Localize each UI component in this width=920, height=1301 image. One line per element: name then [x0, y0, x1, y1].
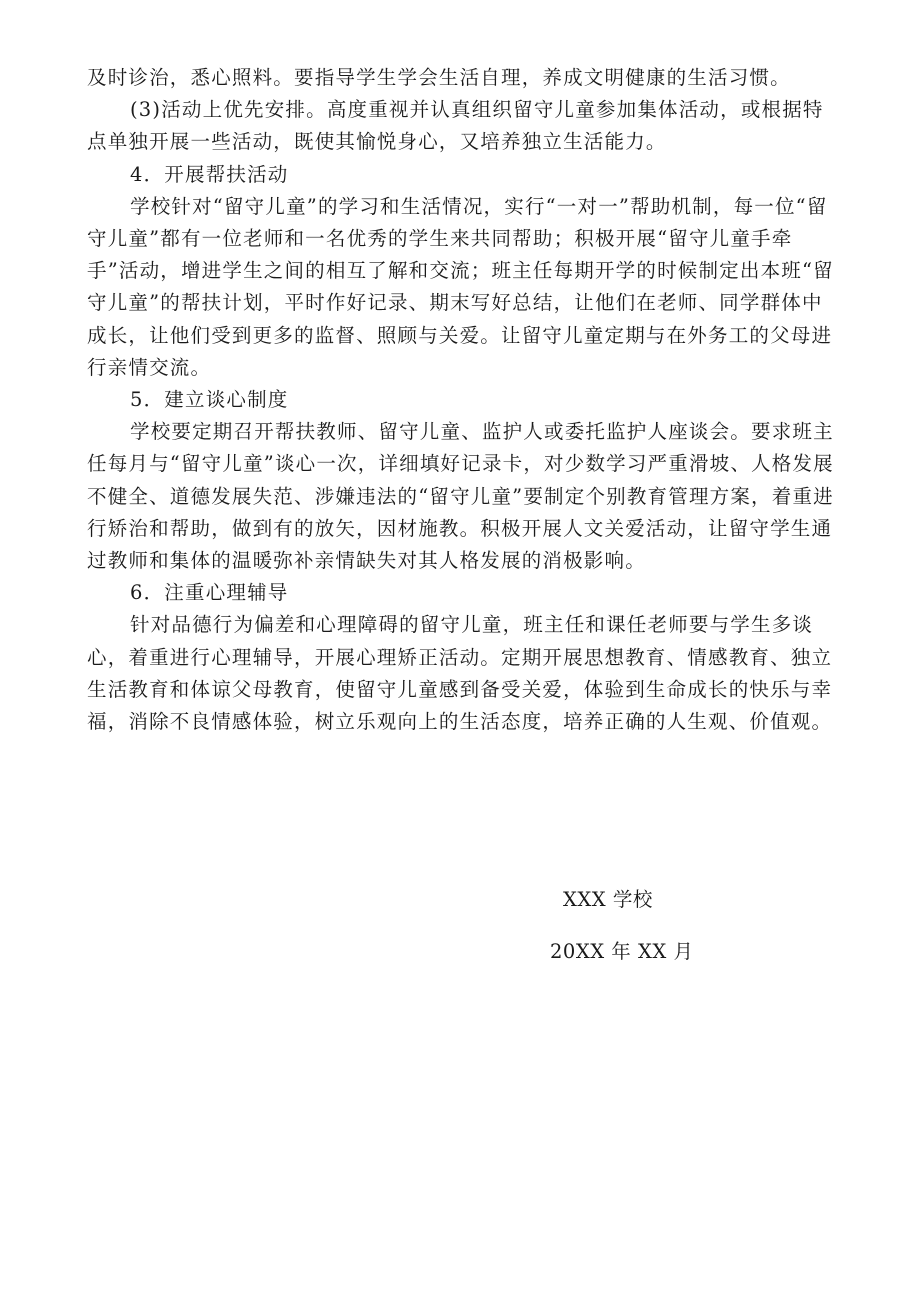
- paragraph-continuation: 及时诊治，悉心照料。要指导学生学会生活自理，养成文明健康的生活习惯。: [87, 66, 791, 89]
- section-4-body: 学校针对“留守儿童”的学习和生活情况，实行“一对一”帮助机制，每一位“留守儿童”都有一位老师和一名优秀的学生来共同帮助；积极开展“留守儿童手牵手”活动，增进学生之间的相互了解和交流；班主任每期开学的时候制定出本班“留守儿童”的帮扶计划，平时作好记录、期末写好总结，让他们在老师、同学群体中成长，让他们受到更多的监督、照顾与关爱。让留守儿童定期与在外务工的父母进行亲情交流。: [87, 194, 834, 379]
- section-4-heading: 4．开展帮扶活动: [130, 162, 289, 186]
- section-6-body: 针对品德行为偏差和心理障碍的留守儿童，班主任和课任老师要与学生多谈心，着重进行心理辅导，开展心理矫正活动。定期开展思想教育、情感教育、独立生活教育和体谅父母教育，使留守儿童感到备受关爱，体验到生命成长的快乐与幸福，消除不良情感体验，树立乐观向上的生活态度，培养正确的人生观、价值观。: [87, 613, 833, 734]
- section-6-heading: 6．注重心理辅导: [130, 581, 289, 605]
- section-5-body: 学校要定期召开帮扶教师、留守儿童、监护人或委托监护人座谈会。要求班主任每月与“留守儿童”谈心一次，详细填好记录卡，对少数学习严重滑坡、人格发展不健全、道德发展失范、涉嫌违法的“留守儿童”要制定个别教育管理方案，着重进行矫治和帮助，做到有的放矢，因材施教。积极开展人文关爱活动，让留守学生通过教师和集体的温暖弥补亲情缺失对其人格发展的消极影响。: [87, 420, 834, 573]
- document-body: [87, 62, 839, 738]
- signature-date: 20XX 年 XX 月: [550, 940, 694, 963]
- paragraph-item-3: (3)活动上优先安排。高度重视并认真组织留守儿童参加集体活动，或根据特点单独开展一些活动，既使其愉悦身心，又培养独立生活能力。: [87, 98, 824, 154]
- signature-school: XXX 学校: [563, 888, 653, 911]
- section-5-heading: 5．建立谈心制度: [130, 388, 289, 412]
